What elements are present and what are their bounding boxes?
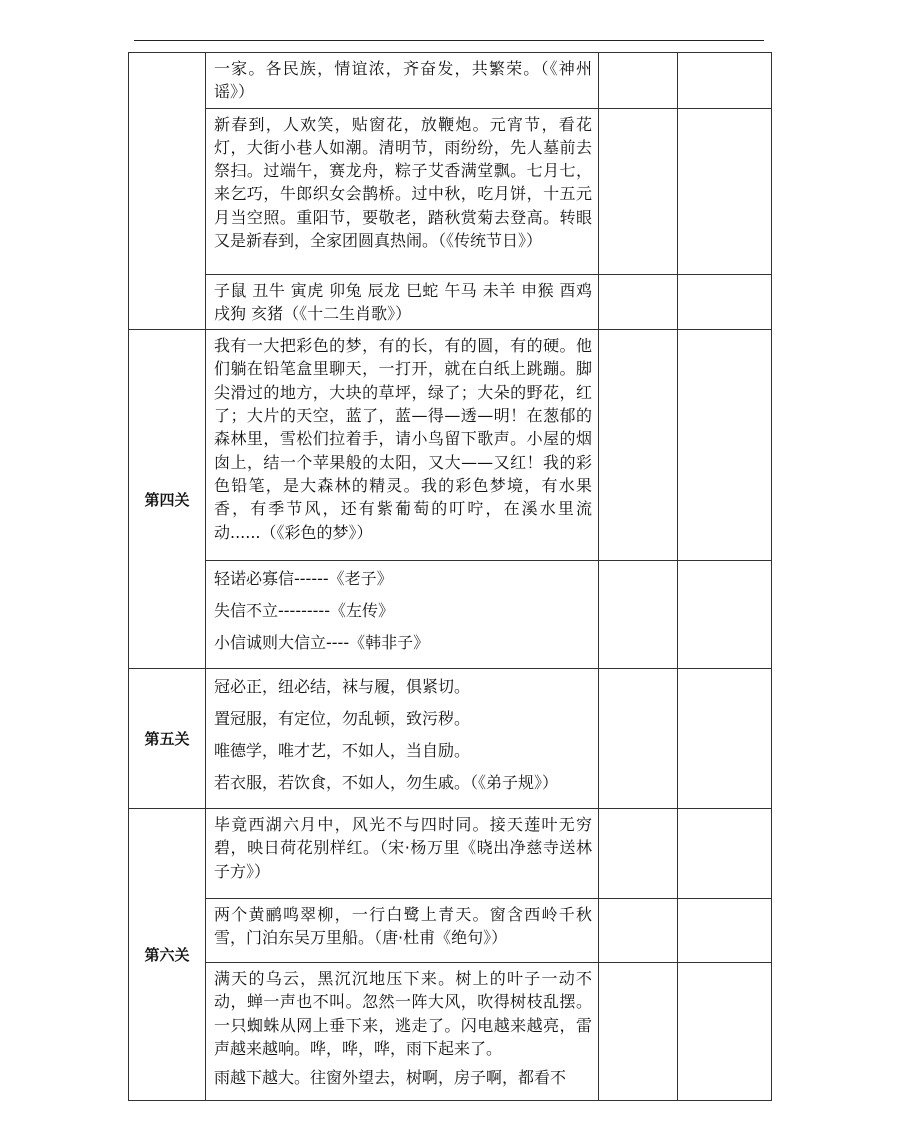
table-row [129, 561, 772, 669]
level-label-five: 第五关 [129, 669, 206, 809]
score-cell[interactable] [599, 899, 678, 963]
table-row [129, 108, 772, 274]
passage-thunderstorm: 满天的乌云，黑沉沉地压下来。树上的叶子一动不动，蝉一声也不叫。忽然一阵大风，吹得树枝乱摆。一只蜘蛛从网上垂下来，逃走了。闪电越来越亮，雷声越来越响。哗，哗，哗，雨下起来了。 雨越下越大。往窗外望去，树啊，房子啊，都看不 [206, 963, 599, 1101]
passage-jueju: 两个黄鹂鸣翠柳，一行白鹭上青天。窗含西岭千秋雪，门泊东吴万里船。（唐·杜甫《绝句》） [206, 899, 599, 963]
table-row [129, 53, 772, 109]
level-cell-continued [129, 53, 206, 330]
remark-cell[interactable] [678, 53, 772, 109]
score-cell[interactable] [599, 561, 678, 669]
passage-shenzhouyao: 一家。各民族，情谊浓，齐奋发，共繁荣。（《神州谣》） [206, 53, 599, 109]
score-cell[interactable] [599, 53, 678, 109]
table-row [129, 330, 772, 561]
remark-cell[interactable] [678, 899, 772, 963]
level-label-six: 第六关 [129, 809, 206, 1101]
passage-colorful-dream: 我有一大把彩色的梦，有的长，有的圆，有的硬。他们躺在铅笔盒里聊天，一打开，就在白纸上跳蹦。脚尖滑过的地方，大块的草坪，绿了；大朵的野花，红了；大片的天空，蓝了，蓝—得—透—明！在葱郁的森林里，雪松们拉着手，请小鸟留下歌声。小屋的烟囱上，结一个苹果般的太阳，又大——又红！我的彩色铅笔，是大森林的精灵。我的彩色梦境，有水果香，有季节风，还有紫葡萄的叮咛，在溪水里流动......（《彩色的梦》） [206, 330, 599, 561]
passage-zodiac-song: 子鼠 丑牛 寅虎 卯兔 辰龙 巳蛇 午马 未羊 申猴 酉鸡 戌狗 亥猪（《十二生肖歌》） [206, 274, 599, 330]
remark-cell[interactable] [678, 963, 772, 1101]
score-cell[interactable] [599, 809, 678, 899]
table-row [129, 669, 772, 809]
passage-traditional-festivals: 新春到，人欢笑，贴窗花，放鞭炮。元宵节，看花灯，大街小巷人如潮。清明节，雨纷纷，先人墓前去祭扫。过端午，赛龙舟，粽子艾香满堂飘。七月七，来乞巧，牛郎织女会鹊桥。过中秋，吃月饼，十五元月当空照。重阳节，要敬老，踏秋赏菊去登高。转眼又是新春到，全家团圆真热闹。（《传统节日》） [206, 108, 599, 274]
score-cell[interactable] [599, 274, 678, 330]
score-cell[interactable] [599, 108, 678, 274]
passage-dizigui: 冠必正，纽必结，袜与履，俱紧切。 置冠服，有定位，勿乱顿，致污秽。 唯德学，唯才艺，不如人，当自励。 若衣服，若饮食，不如人，勿生戚。（《弟子规》） [206, 669, 599, 809]
remark-cell[interactable] [678, 561, 772, 669]
remark-cell[interactable] [678, 669, 772, 809]
score-cell[interactable] [599, 330, 678, 561]
score-cell[interactable] [599, 963, 678, 1101]
score-cell[interactable] [599, 669, 678, 809]
header-rule [134, 40, 764, 41]
remark-cell[interactable] [678, 108, 772, 274]
remark-cell[interactable] [678, 274, 772, 330]
table-row [129, 963, 772, 1101]
passage-sayings-trust: 轻诺必寡信------《老子》 失信不立---------《左传》 小信诚则大信立----《韩非子》 [206, 561, 599, 669]
table-row [129, 899, 772, 963]
table-row [129, 809, 772, 899]
recitation-table [128, 52, 772, 1101]
remark-cell[interactable] [678, 330, 772, 561]
table-row [129, 274, 772, 330]
level-label-four: 第四关 [129, 330, 206, 669]
remark-cell[interactable] [678, 809, 772, 899]
passage-xiaochu-jingcisi: 毕竟西湖六月中，风光不与四时同。接天莲叶无穷碧，映日荷花别样红。（宋·杨万里《晓出净慈寺送林子方》） [206, 809, 599, 899]
